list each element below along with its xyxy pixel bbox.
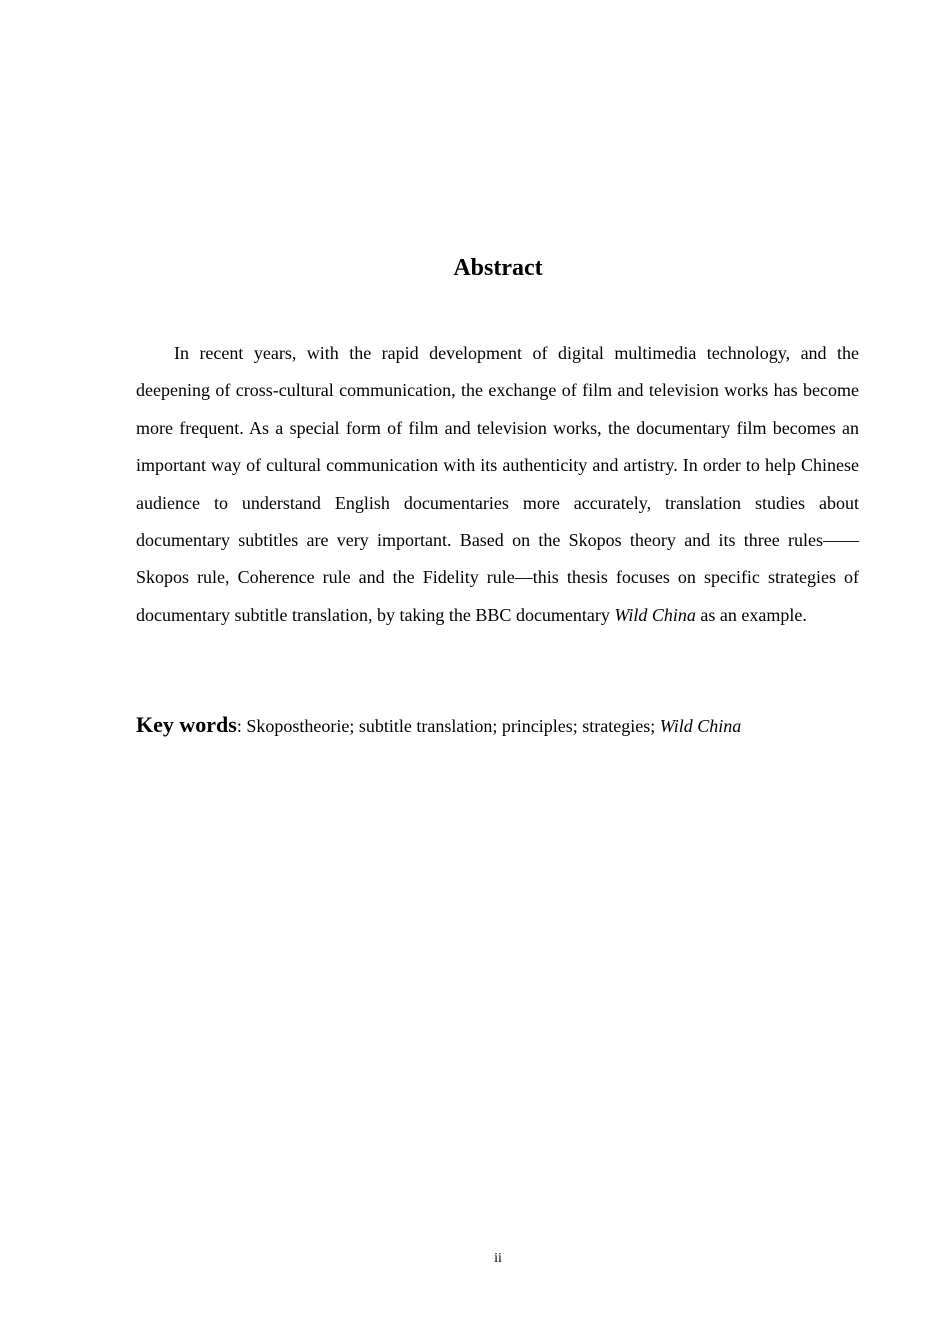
- keywords-line: [136, 706, 876, 745]
- keywords-italic-term: Wild China: [659, 716, 742, 736]
- keywords-list: Skopostheorie; subtitle translation; principles; strategies;: [241, 716, 660, 736]
- page-number: ii: [494, 1251, 502, 1266]
- abstract-text: In recent years, with the rapid development of digital multimedia technology, and the deepening of cross-cultural communication, the exchange of film and television works has become more frequent. As a special form of film and television works, the documentary film becomes an important way of cultural communication with its authenticity and artistry. In order to help Chinese audience to understand English documentaries more accurately, translation studies about documentary subtitles are very important. Based on the Skopos theory and its three rules—— Skopos rule, Coherence rule and the Fidelity rule—this thesis focuses on specific strategies of documentary subtitle translation, by taking the BBC documentary: [136, 343, 859, 625]
- keywords-separator: :: [236, 716, 242, 736]
- abstract-paragraph: [136, 335, 859, 634]
- abstract-text-end: as an example.: [695, 604, 807, 625]
- abstract-documentary-title: Wild China: [614, 604, 696, 625]
- page-title: Abstract: [453, 255, 543, 281]
- keywords-label: Key words: [136, 712, 237, 737]
